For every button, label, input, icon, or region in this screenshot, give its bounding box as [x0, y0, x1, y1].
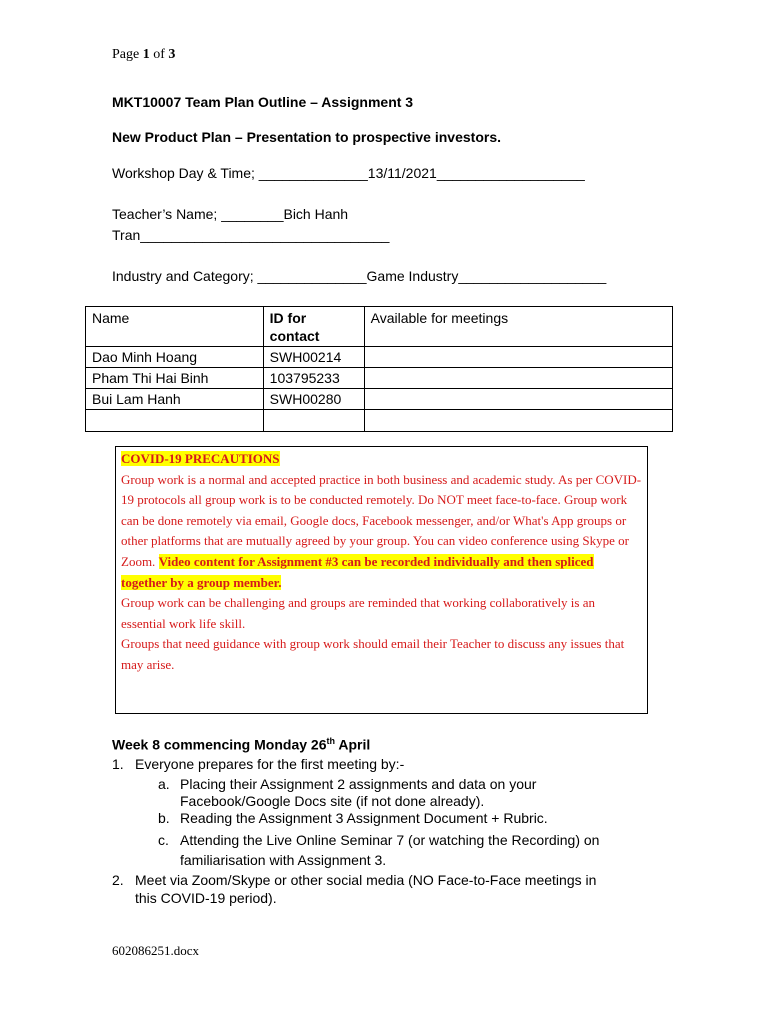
member-name: Pham Thi Hai Binh: [86, 368, 264, 389]
member-availability: [364, 347, 672, 368]
covid-paragraph-1-text: Group work is a normal and accepted practice in both business and academic study. As per COVID-19 protocols all group work is to be conducted remotely. Do NOT meet face-to-face. Group work can be done remotely via email, Google docs, Facebook messenger, and/or What's App groups or other platforms that are mutually agreed by your group. You can video conference using Skype or Zoom.: [121, 471, 642, 569]
workshop-line: Workshop Day & Time; ______________13/11/2021___________________: [112, 165, 585, 181]
page-number: 1: [142, 47, 150, 62]
covid-precautions-box: [115, 446, 648, 714]
sublist-letter-b: b.: [158, 810, 170, 826]
industry-line: Industry and Category; ______________Game Industry___________________: [112, 268, 607, 284]
page-total: 3: [168, 47, 176, 62]
covid-paragraph-1: [121, 470, 642, 594]
sublist-letter-c: c.: [158, 832, 169, 848]
team-table: [85, 306, 673, 432]
sublist-item-a-line-2: Facebook/Google Docs site (if not done already).: [180, 793, 485, 809]
list-number-1: 1.: [112, 756, 124, 772]
teacher-line-1: Teacher’s Name; ________Bich Hanh: [112, 206, 349, 222]
page-header: [112, 47, 175, 63]
header-availability: Available for meetings: [364, 307, 672, 347]
table-row: [86, 410, 673, 432]
table-row: [86, 347, 673, 368]
member-id: SWH00280: [263, 389, 364, 410]
sublist-item-c-line-2: familiarisation with Assignment 3.: [180, 852, 387, 868]
footer-filename: 602086251.docx: [112, 943, 200, 958]
header-id: ID for contact: [263, 307, 364, 347]
member-name: Bui Lam Hanh: [86, 389, 264, 410]
member-availability: [364, 389, 672, 410]
header-name: Name: [86, 307, 264, 347]
page-of-label: of: [149, 47, 169, 62]
covid-heading: COVID-19 PRECAUTIONS: [121, 451, 280, 466]
table-header-row: [86, 307, 673, 347]
member-id: [263, 410, 364, 432]
page-label: Page: [112, 47, 143, 62]
covid-highlight-text: Video content for Assignment #3 can be recorded individually and then spliced together by a group member.: [121, 553, 594, 590]
member-id: 103795233: [263, 368, 364, 389]
sublist-letter-a: a.: [158, 776, 170, 792]
list-item-1: Everyone prepares for the first meeting by:-: [135, 756, 405, 772]
week-heading-text: Week 8 commencing Monday 26: [112, 736, 327, 753]
list-item-2-line-2: this COVID-19 period).: [135, 890, 277, 906]
teacher-line-2: Tran________________________________: [112, 227, 390, 243]
covid-paragraph-3: Groups that need guidance with group work should email their Teacher to discuss any issues that may arise.: [121, 636, 625, 672]
list-number-2: 2.: [112, 872, 124, 888]
sublist-item-a-line-1: Placing their Assignment 2 assignments and data on your: [180, 776, 537, 792]
document-subtitle: New Product Plan – Presentation to prospective investors.: [112, 129, 501, 145]
week-heading: [112, 736, 370, 753]
covid-paragraph-2: Group work can be challenging and groups are reminded that working collaboratively is an essential work life skill.: [121, 595, 595, 631]
list-item-2-line-1: Meet via Zoom/Skype or other social media (NO Face-to-Face meetings in: [135, 872, 597, 888]
member-availability: [364, 410, 672, 432]
member-name: Dao Minh Hoang: [86, 347, 264, 368]
member-name: [86, 410, 264, 432]
table-row: [86, 389, 673, 410]
member-id: SWH00214: [263, 347, 364, 368]
week-heading-month: April: [334, 736, 371, 753]
week-heading-ordinal: th: [326, 736, 335, 746]
sublist-item-c-line-1: Attending the Live Online Seminar 7 (or watching the Recording) on: [180, 832, 600, 848]
table-row: [86, 368, 673, 389]
sublist-item-b-line-1: Reading the Assignment 3 Assignment Document + Rubric.: [180, 810, 548, 826]
member-availability: [364, 368, 672, 389]
document-title: MKT10007 Team Plan Outline – Assignment 3: [112, 94, 414, 110]
